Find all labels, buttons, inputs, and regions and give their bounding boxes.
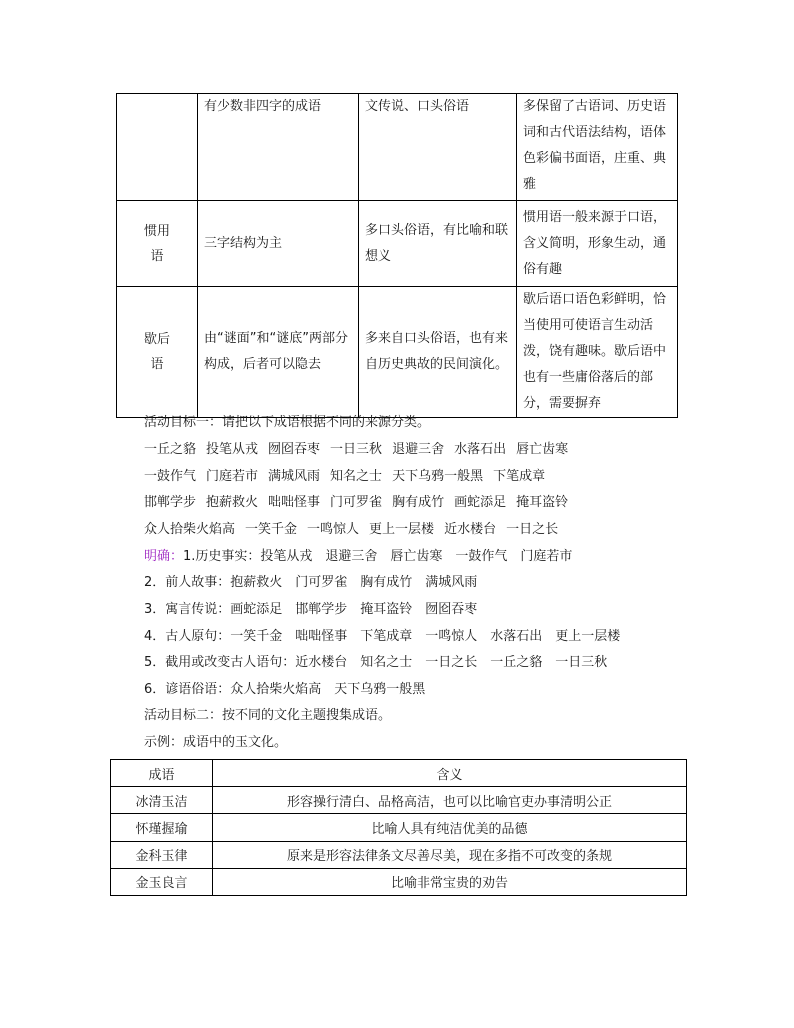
idiom-item: 门庭若市	[206, 469, 259, 484]
table-row	[111, 814, 687, 841]
feature-cell: 惯用语一般来源于口语，含义简明，形象生动，通俗有趣	[517, 201, 678, 287]
answer-line: 3．寓言传说：画蛇添足 邯郸学步 掩耳盗铃 囫囵吞枣	[144, 602, 478, 617]
idiom-type-table	[116, 93, 678, 418]
table-row	[117, 94, 678, 201]
jade-culture-table	[110, 759, 687, 896]
structure-cell: 三字结构为主	[198, 201, 359, 287]
column-header: 成语	[111, 760, 213, 787]
meaning-cell: 比喻非常宝贵的劝告	[213, 868, 687, 895]
idiom-item: 更上一层楼	[369, 522, 435, 537]
idiom-item: 门可罗雀	[330, 495, 383, 510]
idiom-item: 抱薪救火	[206, 495, 259, 510]
structure-cell: 由“谜面”和“谜底”两部分构成，后者可以隐去	[198, 287, 359, 418]
idiom-item: 退避三舍	[392, 442, 445, 457]
answer-line: 2．前人故事：抱薪救火 门可罗雀 胸有成竹 满城风雨	[144, 575, 478, 590]
activity2-example: 示例：成语中的玉文化。	[144, 735, 288, 750]
idiom-item: 胸有成竹	[392, 495, 445, 510]
idiom-item: 众人拾柴火焰高	[144, 522, 236, 537]
idiom-cell: 冰清玉洁	[111, 787, 213, 814]
idiom-item: 一鼓作气	[144, 469, 197, 484]
idiom-line	[144, 521, 558, 539]
feature-cell: 歇后语口语色彩鲜明，恰当使用可使语言生动活泼，饶有趣味。歇后语中也有一些庸俗落后的部分，需要摒弃	[517, 287, 678, 418]
idiom-item: 咄咄怪事	[268, 495, 321, 510]
meaning-cell: 形容操行清白、品格高洁，也可以比喻官吏办事清明公正	[213, 787, 687, 814]
table-row	[111, 868, 687, 895]
idiom-item: 一丘之貉	[144, 442, 197, 457]
idiom-item: 天下乌鸦一般黑	[392, 469, 484, 484]
answer-line	[144, 548, 572, 566]
idiom-cell: 金科玉律	[111, 841, 213, 868]
idiom-line	[144, 468, 545, 486]
feature-cell: 多保留了古语词、历史语词和古代语法结构，语体色彩偏书面语，庄重、典雅	[517, 94, 678, 201]
idiom-cell: 金玉良言	[111, 868, 213, 895]
idiom-line	[144, 494, 568, 512]
table-row	[111, 787, 687, 814]
answer-line: 6．谚语俗语：众人拾柴火焰高 天下乌鸦一般黑	[144, 682, 426, 697]
answer-text: 1.历史事实：投笔从戎 退避三舍 唇亡齿寒 一鼓作气 门庭若市	[183, 549, 573, 564]
source-cell: 文传说、口头俗语	[359, 94, 517, 201]
source-cell: 多来自口头俗语，也有来自历史典故的民间演化。	[359, 287, 517, 418]
table-header-row	[111, 760, 687, 787]
table-row	[117, 201, 678, 287]
idiom-item: 囫囵吞枣	[268, 442, 321, 457]
answer-line: 5．截用或改变古人语句：近水楼台 知名之士 一日之长 一丘之貉 一日三秋	[144, 655, 608, 670]
idiom-item: 唇亡齿寒	[516, 442, 569, 457]
idiom-cell: 怀瑾握瑜	[111, 814, 213, 841]
answer-line: 4．古人原句：一笑千金 咄咄怪事 下笔成章 一鸣惊人 水落石出 更上一层楼	[144, 629, 621, 644]
idiom-item: 水落石出	[454, 442, 507, 457]
idiom-item: 邯郸学步	[144, 495, 197, 510]
idiom-item: 满城风雨	[268, 469, 321, 484]
table-row	[111, 841, 687, 868]
idiom-item: 一日三秋	[330, 442, 383, 457]
source-cell: 多口头俗语，有比喻和联想义	[359, 201, 517, 287]
idiom-item: 掩耳盗铃	[516, 495, 569, 510]
category-cell	[117, 94, 198, 201]
table-row	[117, 287, 678, 418]
category-cell: 歇后语	[117, 287, 198, 418]
idiom-item: 一日之长	[506, 522, 559, 537]
idiom-line	[144, 441, 568, 459]
idiom-item: 下笔成章	[493, 469, 546, 484]
idiom-item: 画蛇添足	[454, 495, 507, 510]
idiom-item: 一笑千金	[245, 522, 298, 537]
idiom-item: 一鸣惊人	[307, 522, 360, 537]
meaning-cell: 原来是形容法律条文尽善尽美，现在多指不可改变的条规	[213, 841, 687, 868]
idiom-item: 投笔从戎	[206, 442, 259, 457]
column-header: 含义	[213, 760, 687, 787]
meaning-cell: 比喻人具有纯洁优美的品德	[213, 814, 687, 841]
activity2-title: 活动目标二：按不同的文化主题搜集成语。	[144, 708, 392, 723]
category-cell: 惯用语	[117, 201, 198, 287]
structure-cell: 有少数非四字的成语	[198, 94, 359, 201]
answer-label: 明确：	[144, 549, 184, 564]
idiom-item: 知名之士	[330, 469, 383, 484]
activity1-title: 活动目标一：请把以下成语根据不同的来源分类。	[144, 415, 431, 430]
idiom-item: 近水楼台	[444, 522, 497, 537]
